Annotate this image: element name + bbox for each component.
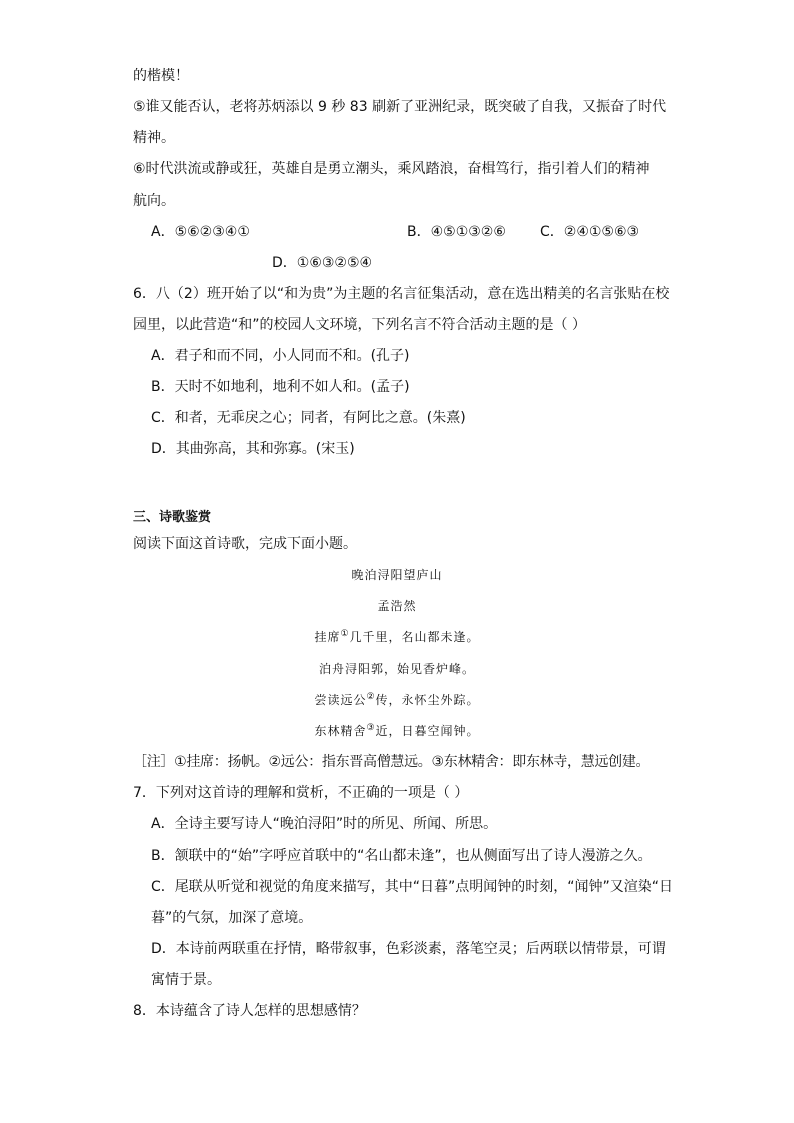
poem-line-4-pre: 东林精舍 (314, 724, 367, 738)
q6-option-c: C．和者，无乖戾之心；同者，有阿比之意。(朱熹) (151, 410, 466, 426)
q6-stem-line2: 园里，以此营造“和”的校园人文环境，下列名言不符合活动主题的是（ ） (133, 317, 586, 333)
poem-line-3 (0, 691, 794, 709)
poem-line-4 (0, 722, 794, 740)
poem-note-mark-1: ① (340, 629, 350, 639)
poem-note-mark-2: ② (366, 692, 376, 702)
poem-author: 孟浩然 (377, 599, 417, 613)
q8-stem: 8．本诗蕴含了诗人怎样的思想感情？ (133, 1003, 366, 1019)
q5-option-c: C．②④①⑤⑥③ (540, 224, 640, 240)
poem-line-4-post: 近，日暮空闻钟。 (375, 724, 480, 738)
q7-option-b: B．颔联中的“始”字呼应首联中的“名山都未逢”，也从侧面写出了诗人漫游之久。 (151, 848, 652, 864)
poem-line-2: 泊舟浔阳郭，始见香炉峰。 (318, 662, 475, 676)
q5-item-6-line2: 航向。 (133, 193, 175, 209)
poem-line-1-pre: 挂席 (314, 630, 341, 644)
section-instruction: 阅读下面这首诗歌，完成下面小题。 (133, 536, 357, 552)
q7-option-c-line2: 暮”的气氛，加深了意境。 (151, 910, 313, 926)
q5-option-a: A．⑤⑥②③④① (151, 224, 250, 240)
q6-option-b: B．天时不如地利，地利不如人和。(孟子) (151, 379, 410, 395)
poem-line-1 (0, 628, 794, 646)
q7-option-c-line1: C．尾联从听觉和视觉的角度来描写，其中“日暮”点明闻钟的时刻，“闻钟”又渲染“日 (151, 879, 674, 895)
poem-annotation: ［注］①挂席：扬帆。②远公：指东晋高僧慧远。③东林精舍：即东林寺，慧远创建。 (133, 754, 650, 770)
q6-stem-line1: 6．八（2）班开始了以“和为贵”为主题的名言征集活动，意在选出精美的名言张贴在校 (133, 286, 670, 302)
section-heading: 三、诗歌鉴赏 (133, 510, 212, 525)
q5-option-b: B．④⑤①③②⑥ (407, 224, 506, 240)
q5-item-5-line1: ⑤谁又能否认，老将苏炳添以 9 秒 83 刷新了亚洲纪录，既突破了自我，又振奋了时代 (133, 99, 667, 115)
q5-tail-line: 的楷模！ (133, 68, 189, 84)
q7-option-a: A．全诗主要写诗人“晚泊浔阳”时的所见、所闻、所思。 (151, 816, 498, 832)
q7-stem: 7．下列对这首诗的理解和赏析，不正确的一项是（ ） (133, 785, 469, 801)
q6-option-d: D．其曲弥高，其和弥寡。(宋玉) (151, 441, 355, 457)
poem-note-mark-3: ③ (366, 723, 376, 733)
q5-option-d: D．①⑥③②⑤④ (272, 255, 373, 271)
q7-option-d-line1: D．本诗前两联重在抒情，略带叙事，色彩淡素，落笔空灵；后两联以情带景，可谓 (151, 941, 666, 957)
q6-option-a: A．君子和而不同，小人同而不和。(孔子) (151, 348, 410, 364)
poem-line-3-post: 传，永怀尘外踪。 (375, 693, 480, 707)
poem-title: 晚泊浔阳望庐山 (351, 568, 443, 582)
q7-option-d-line2: 寓情于景。 (151, 972, 221, 988)
poem-line-3-pre: 尝读远公 (314, 693, 367, 707)
poem-line-1-post: 几千里，名山都未逢。 (349, 630, 480, 644)
q5-item-6-line1: ⑥时代洪流或静或狂，英雄自是勇立潮头，乘风踏浪，奋楫笃行，指引着人们的精神 (133, 161, 650, 177)
q5-item-5-line2: 精神。 (133, 130, 175, 146)
